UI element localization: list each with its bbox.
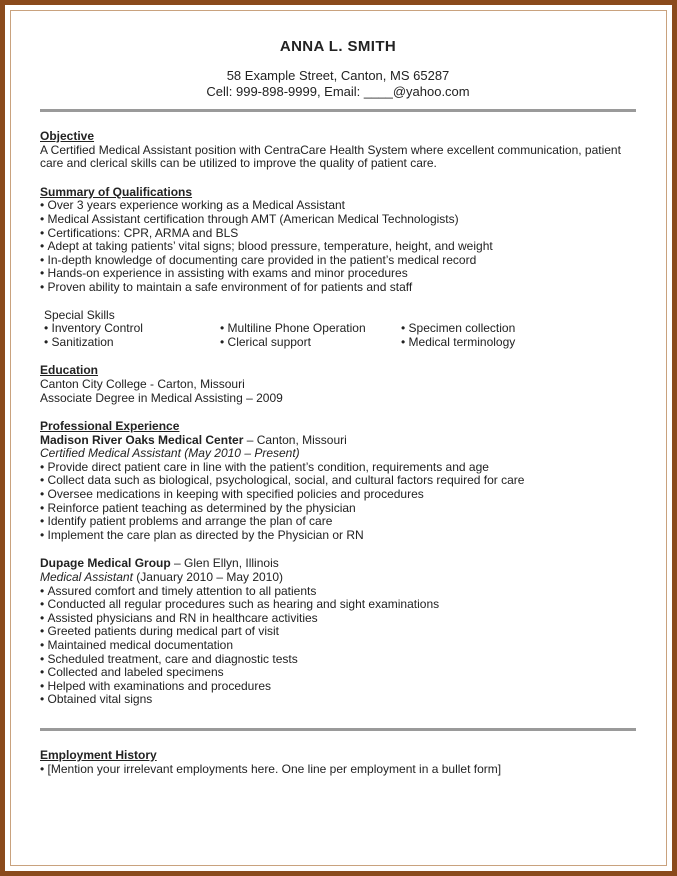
job-dates: May 2010 – Present) [188,446,300,461]
job-location: – Glen Ellyn, Illinois [170,556,279,571]
skills-column-2 [220,322,401,349]
list-item: • Conducted all regular procedures such as hearing and sight examinations [40,598,636,612]
job-role-line [40,571,636,585]
resume-document [40,38,636,776]
job-entry-1 [40,434,636,543]
employment-history-list [40,763,636,777]
experience-heading: Professional Experience [40,419,180,434]
list-item: • Oversee medications in keeping with specified policies and procedures [40,488,636,502]
job-employer-line [40,557,636,571]
job-duties-list [40,585,636,707]
skill-item: • Sanitization [44,336,220,350]
education-school: Canton City College - Carton, Missouri [40,376,245,391]
qualifications-list [40,199,636,294]
list-item: • Provide direct patient care in line with the patient’s condition, requirements and age [40,461,636,475]
skill-item: • Medical terminology [401,336,551,350]
education-degree: Associate Degree in Medical Assisting – 2009 [40,390,283,405]
list-item: • Scheduled treatment, care and diagnostic tests [40,653,636,667]
list-item: • Helped with examinations and procedures [40,680,636,694]
list-item: • Reinforce patient teaching as determined by the physician [40,502,636,516]
job-dates: (January 2010 – May 2010) [132,570,284,585]
skills-column-1 [44,322,220,349]
objective-text: A Certified Medical Assistant position with CentraCare Health System where excellent communication, patient care and clerical skills can be utilized to improve the quality of patient care. [40,142,621,171]
job-entry-2 [40,557,636,707]
job-employer: Dupage Medical Group [40,556,171,571]
list-item: • Medical Assistant certification through AMT (American Medical Technologists) [40,213,636,227]
qualifications-heading: Summary of Qualifications [40,184,193,199]
list-item: • Collect data such as biological, psychological, social, and cultural factors required for care [40,474,636,488]
footer-divider [40,728,636,731]
list-item: • [Mention your irrelevant employments here. One line per employment in a bullet form] [40,763,636,777]
special-skills-heading: Special Skills [44,307,115,322]
job-role-line [40,447,636,461]
skill-item: • Specimen collection [401,322,551,336]
list-item: • Proven ability to maintain a safe environment of for patients and staff [40,281,636,295]
job-employer: Madison River Oaks Medical Center [40,432,244,447]
job-role: Certified Medical Assistant ( [40,446,189,461]
list-item: • Implement the care plan as directed by the Physician or RN [40,529,636,543]
job-role: Medical Assistant [40,570,133,585]
list-item: • In-depth knowledge of documenting care provided in the patient’s medical record [40,254,636,268]
list-item: • Certifications: CPR, ARMA and BLS [40,227,636,241]
list-item: • Adept at taking patients’ vital signs; blood pressure, temperature, height, and weight [40,240,636,254]
job-duties-list [40,461,636,543]
employment-history-heading: Employment History [40,747,157,762]
list-item: • Hands-on experience in assisting with exams and minor procedures [40,267,636,281]
list-item: • Over 3 years experience working as a Medical Assistant [40,199,636,213]
education-heading: Education [40,363,99,378]
list-item: • Assured comfort and timely attention to all patients [40,585,636,599]
skill-item: • Inventory Control [44,322,220,336]
list-item: • Greeted patients during medical part of visit [40,625,636,639]
job-employer-line [40,434,636,448]
candidate-name: ANNA L. SMITH [279,38,397,55]
list-item: • Maintained medical documentation [40,639,636,653]
list-item: • Identify patient problems and arrange the plan of care [40,515,636,529]
skill-item: • Multiline Phone Operation [220,322,401,336]
skill-item: • Clerical support [220,336,401,350]
list-item: • Assisted physicians and RN in healthcare activities [40,612,636,626]
list-item: • Obtained vital signs [40,693,636,707]
contact-line: Cell: 999-898-9999, Email: ____@yahoo.com [206,84,470,99]
skills-column-3 [401,322,551,349]
address-line: 58 Example Street, Canton, MS 65287 [226,68,450,83]
list-item: • Collected and labeled specimens [40,666,636,680]
job-location: – Canton, Missouri [243,432,347,447]
special-skills-grid [40,322,636,349]
objective-heading: Objective [40,129,95,143]
header-divider [40,109,636,112]
